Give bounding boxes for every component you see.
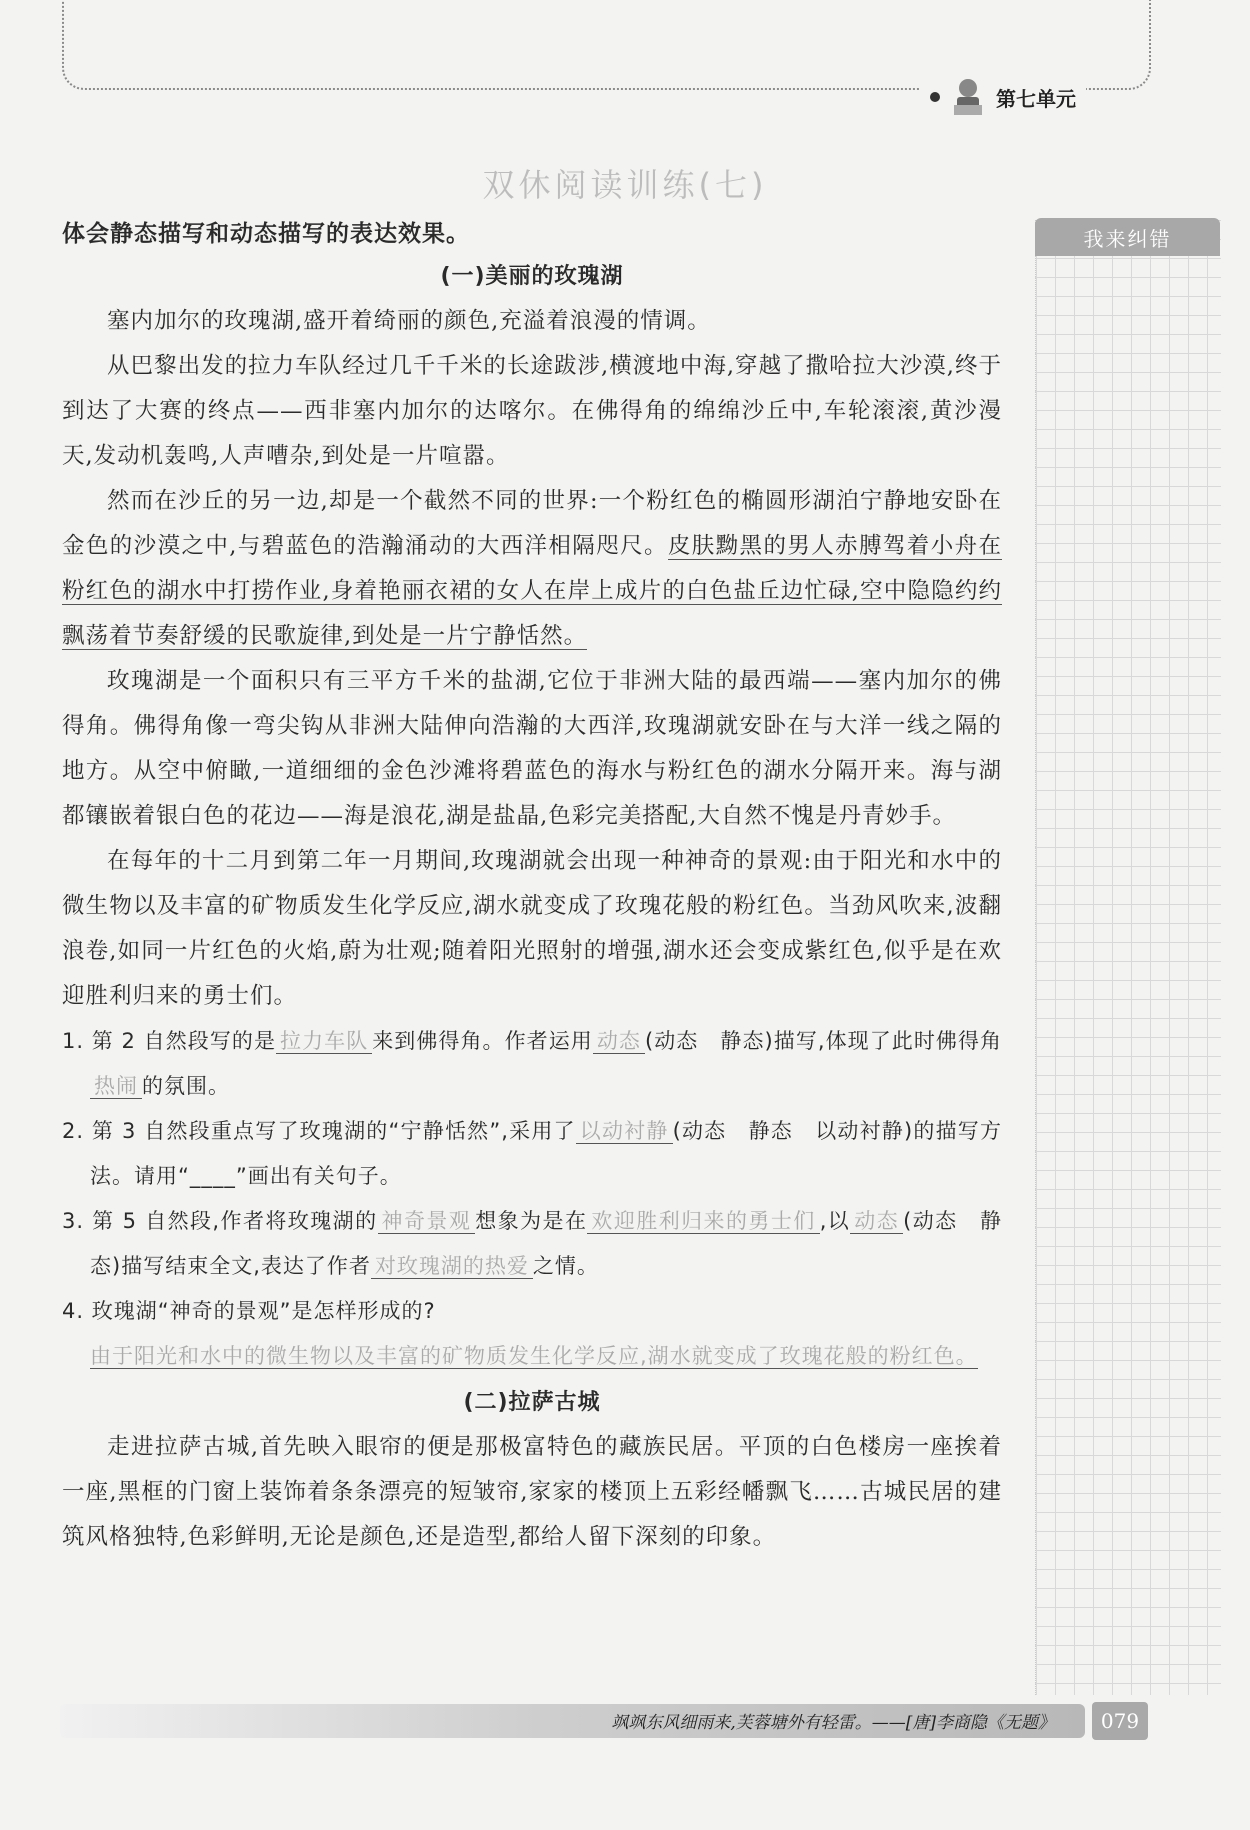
answer-1b: 动态 xyxy=(593,1029,645,1054)
unit-label: 第七单元 xyxy=(996,86,1076,111)
unit-header xyxy=(920,72,1086,122)
paragraph-3-part-a: 然而在沙丘的另一边,却是一个截然不同的世界:一个粉红色的椭圆形湖泊宁静地安卧在金色的沙漠之中,与碧蓝色的浩瀚涌动的大西洋相隔咫尺。 xyxy=(62,488,1002,559)
section2-title: (二)拉萨古城 xyxy=(463,1390,601,1415)
question-2: 2. 第 3 自然段重点写了玫瑰湖的“宁静恬然”,采用了 以动衬静 (动态 静态 以动衬静)的描写方法。请用“____”画出有关句子。 xyxy=(62,1119,1003,1188)
bullet-dot-icon xyxy=(930,92,940,102)
footer-bar xyxy=(60,1704,1085,1738)
question-1: 1. 第 2 自然段写的是 拉力车队 来到佛得角。作者运用 动态 (动态 静态)描写,体现了此时佛得角热闹 的氛围。 xyxy=(62,1029,1003,1098)
answer-3c: 动态 xyxy=(850,1209,903,1234)
answer-1c: 热闹 xyxy=(90,1074,142,1099)
correction-tab: 我来纠错 xyxy=(1035,218,1220,256)
answer-4: 由于阳光和水中的微生物以及丰富的矿物质发生化学反应,湖水就变成了玫瑰花般的粉红色。 xyxy=(90,1344,978,1368)
answer-1a: 拉力车队 xyxy=(276,1029,372,1054)
footer-quote: 飒飒东风细雨来,芙蓉塘外有轻雷。——[唐]李商隐《无题》 xyxy=(611,1713,1055,1733)
paragraph-5: 在每年的十二月到第二年一月期间,玫瑰湖就会出现一种神奇的景观:由于阳光和水中的微生物以及丰富的矿物质发生化学反应,湖水就变成了玫瑰花般的粉红色。当劲风吹来,波翻浪卷,如同一片红色的火焰,蔚为壮观;随着阳光照射的增强,湖水还会变成紫红色,似乎是在欢迎胜利归来的勇士们。 xyxy=(62,848,1002,1009)
section1-title: (一)美丽的玫瑰湖 xyxy=(440,264,624,289)
page-number: 079 xyxy=(1092,1702,1148,1740)
section2-paragraph-1: 走进拉萨古城,首先映入眼帘的便是那极富特色的藏族民居。平顶的白色楼房一座挨着一座,黑框的门窗上装饰着条条漂亮的短皱帘,家家的楼顶上五彩经幡飘飞……古城民居的建筑风格独特,色彩鲜明,无论是颜色,还是造型,都给人留下深刻的印象。 xyxy=(62,1434,1002,1550)
paragraph-2: 从巴黎出发的拉力车队经过几千千米的长途跋涉,横渡地中海,穿越了撒哈拉大沙漠,终于到达了大赛的终点——西非塞内加尔的达喀尔。在佛得角的绵绵沙丘中,车轮滚滚,黄沙漫天,发动机轰鸣,人声嘈杂,到处是一片喧嚣。 xyxy=(62,353,1002,469)
answer-3b: 欢迎胜利归来的勇士们 xyxy=(587,1209,819,1234)
paragraph-3 xyxy=(62,479,1002,659)
answer-3a: 神奇景观 xyxy=(378,1209,476,1234)
reading-child-icon xyxy=(948,75,988,119)
instruction: 体会静态描写和动态描写的表达效果。 xyxy=(62,221,470,247)
correction-grid xyxy=(1035,220,1221,1695)
question-3: 3. 第 5 自然段,作者将玫瑰湖的 神奇景观 想象为是在 欢迎胜利归来的勇士们 ,以 动态 (动态 静态)描写结束全文,表达了作者 对玫瑰湖的热爱 之情。 xyxy=(62,1209,1003,1278)
answer-3d: 对玫瑰湖的热爱 xyxy=(371,1254,533,1279)
main-content xyxy=(62,215,1002,1560)
question-4: 4. 玫瑰湖“神奇的景观”是怎样形成的? xyxy=(62,1299,436,1323)
page-title: 双休阅读训练(七) xyxy=(482,166,768,204)
answer-2a: 以动衬静 xyxy=(576,1119,673,1144)
paragraph-4: 玫瑰湖是一个面积只有三平方千米的盐湖,它位于非洲大陆的最西端——塞内加尔的佛得角。佛得角像一弯尖钩从非洲大陆伸向浩瀚的大西洋,玫瑰湖就安卧在与大洋一线之隔的地方。从空中俯瞰,一道细细的金色沙滩将碧蓝色的海水与粉红色的湖水分隔开来。海与湖都镶嵌着银白色的花边——海是浪花,湖是盐晶,色彩完美搭配,大自然不愧是丹青妙手。 xyxy=(62,668,1002,829)
paragraph-1: 塞内加尔的玫瑰湖,盛开着绮丽的颜色,充溢着浪漫的情调。 xyxy=(107,308,711,334)
paragraph-3-underlined: 皮肤黝黑的男人赤膊驾着小舟在粉红色的湖水中打捞作业,身着艳丽衣裙的女人在岸上成片的白色盐丘边忙碌,空中隐隐约约飘荡着节奏舒缓的民歌旋律,到处是一片宁静恬然。 xyxy=(62,533,1002,649)
